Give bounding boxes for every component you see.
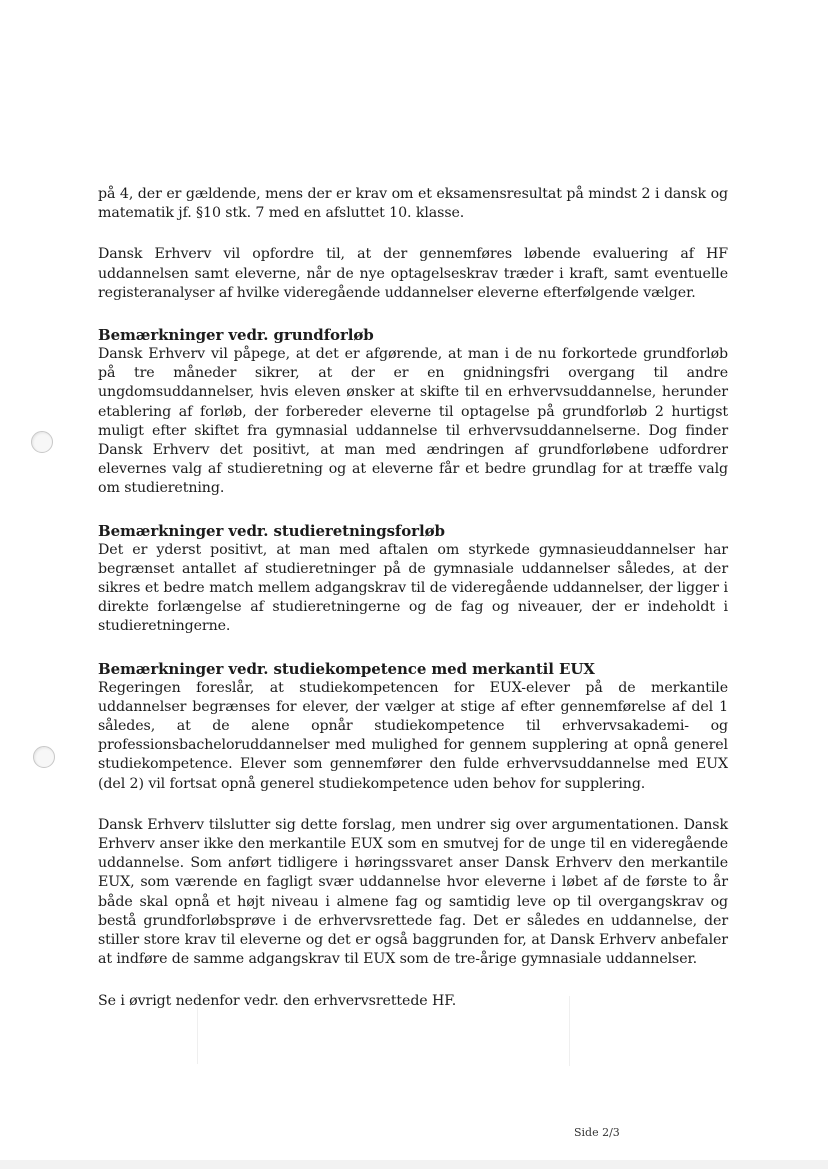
paragraph-merkantil-eux-tilslutning: Dansk Erhverv tilslutter sig dette forslag, men undrer sig over argumentationen. Dansk Erhverv anser ikke den merkantile EUX som en smutvej for de unge til en videregående uddannelse. Som anført tidligere i høringssvaret anser Dansk Erhverv den merkantile EUX, som værende en fagligt svær uddannelse hvor eleverne i løbet af de første to år både skal opnå et højt niveau i almene fag og samtidig leve op til overgangskrav og bestå grundforløbsprøve i de erhvervsrettede fag. Det er således en uddannelse, der stiller store krav til eleverne og det er også baggrunden for, at Dansk Erhverv anbefaler at indføre de samme adgangskrav til EUX som de tre-årige gymnasiale uddannelser. <box>98 816 728 968</box>
punch-hole-top <box>31 431 53 453</box>
paragraph-merkantil-eux-forslag: Regeringen foreslår, at studiekompetencen for EUX-elever på de merkantile uddannelser begrænses for elever, der vælger at stige af efter gennemførelse af del 1 således, at de alene opnår studiekompetence til erhvervsakademi- og professionsbacheloruddannelser med mulighed for gennem supplering at opnå generel studiekompetence. Elever som gennemfører den fulde erhvervsuddannelse med EUX (del 2) vil fortsat opnå generel studiekompetence uden behov for supplering. <box>98 679 728 792</box>
page-number: Side 2/3 <box>574 1126 620 1139</box>
scan-bottom-edge <box>0 1160 828 1169</box>
punch-hole-bottom <box>33 746 55 768</box>
paragraph-eksamensresultat: på 4, der er gældende, mens der er krav om et eksamensresultat på mindst 2 i dansk og matematik jf. §10 stk. 7 med en afsluttet 10. klasse. <box>98 186 728 222</box>
paragraph-grundforloeb: Dansk Erhverv vil påpege, at det er afgørende, at man i de nu forkortede grundforløb på tre måneder sikrer, at der er en gnidningsfri overgang til andre ungdomsuddannelser, hvis eleven ønsker at skifte til en erhvervsuddannelse, herunder etablering af forløb, der forbereder eleverne til optagelse på grundforløb 2 hurtigst muligt efter skiftet fra gymnasial uddannelse til erhvervsuddannelserne. Dog finder Dansk Erhverv det positivt, at man med ændringen af grundforløbene udfordrer elevernes valg af studieretning og at eleverne får et bedre grundlag for at træffe valg om studieretning. <box>98 346 728 497</box>
document-body <box>98 185 728 1011</box>
paragraph-closing: Se i øvrigt nedenfor vedr. den erhvervsrettede HF. <box>98 992 457 1009</box>
heading-grundforloeb: Bemærkninger vedr. grundforløb <box>98 326 374 345</box>
paragraph-evaluering: Dansk Erhverv vil opfordre til, at der gennemføres løbende evaluering af HF uddannelsen samt eleverne, når de nye optagelseskrav træder i kraft, samt eventuelle registeranalyser af hvilke videregående uddannelser eleverne efterfølgende vælger. <box>98 246 728 301</box>
paragraph-studieretningsforloeb: Det er yderst positivt, at man med aftalen om styrkede gymnasieuddannelser har begrænset antallet af studieretninger på de gymnasiale uddannelser således, at der sikres et bedre match mellem adgangskrav til de videregående uddannelser, der ligger i direkte forlængelse af studieretningerne og de fag og niveauer, der er indeholdt i studieretningerne. <box>98 541 728 635</box>
heading-studieretningsforloeb: Bemærkninger vedr. studieretningsforløb <box>98 521 445 540</box>
heading-merkantil-eux: Bemærkninger vedr. studiekompetence med merkantil EUX <box>98 659 595 678</box>
